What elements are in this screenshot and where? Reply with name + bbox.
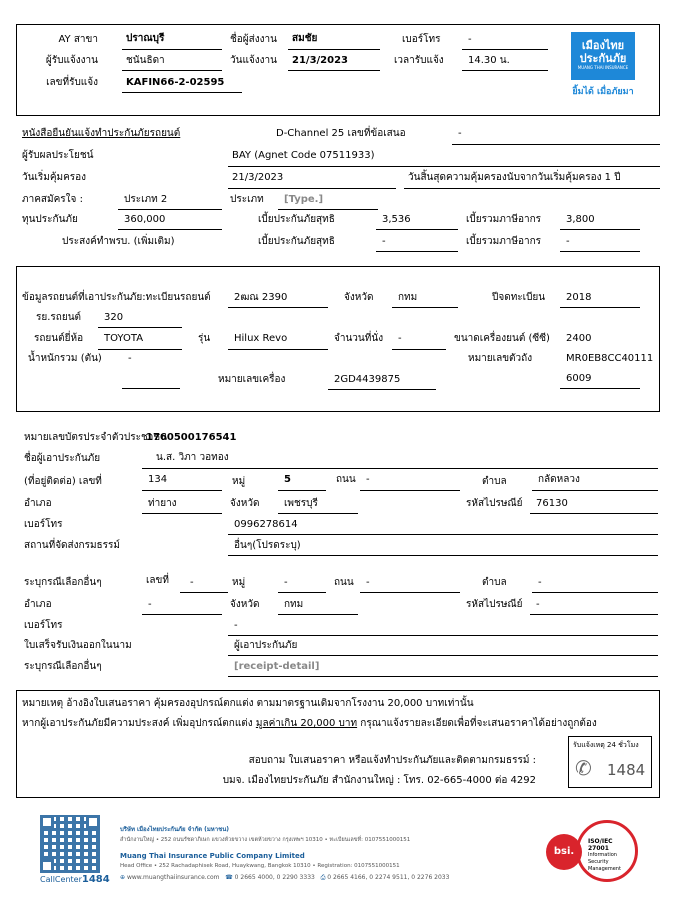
- other-road-value: -: [366, 577, 370, 588]
- moo-label: หมู่: [232, 476, 246, 487]
- net-value: 3,536: [382, 214, 411, 225]
- district-value: ท่ายาง: [148, 498, 177, 509]
- other-road-label: ถนน: [334, 577, 354, 588]
- zip-underline: [530, 513, 658, 514]
- total2-value: -: [566, 236, 570, 247]
- chassis-label: หมายเลขตัวถัง: [468, 353, 533, 364]
- sender-value: สมชัย: [292, 33, 318, 44]
- other-subdistrict-value: -: [538, 577, 542, 588]
- addr-no-value: 134: [148, 474, 168, 485]
- engine-no-underline: [328, 389, 436, 390]
- hotline-service-label: รับแจ้งเหตุ 24 ชั่วโมง: [573, 741, 639, 749]
- zip-label: รหัสไปรษณีย์: [466, 498, 523, 509]
- other-label: ระบุกรณีเลือกอื่นๆ: [24, 577, 102, 588]
- addr-no-underline: [142, 490, 222, 491]
- logo-badge: [571, 32, 635, 80]
- sender-underline: [288, 49, 380, 50]
- subdistrict-underline: [532, 490, 658, 491]
- seats-label: จำนวนที่นั่ง: [334, 333, 384, 344]
- note-line2-a: หากผู้เอาประกันภัยมีความประสงค์ เพิ่มอุปกรณ์ตกแต่ง: [22, 718, 256, 729]
- delivery-label: สถานที่จัดส่งกรมธรรม์: [24, 540, 120, 551]
- insured-name-label: ชื่อผู้เอาประกันภัย: [24, 453, 101, 464]
- code-underline: [98, 327, 182, 328]
- other-zip-underline: [530, 614, 658, 615]
- ref-value: KAFIN66-2-02595: [126, 77, 225, 88]
- seats-value: -: [398, 333, 402, 344]
- iso-line3: Information Security: [588, 852, 617, 865]
- district-underline: [142, 513, 222, 514]
- qr-corner-tr: [86, 815, 100, 829]
- other-moo-underline: [278, 592, 326, 593]
- sum-label: ทุนประกันภัย: [22, 214, 78, 225]
- other-no-label: เลขที่: [146, 575, 169, 586]
- logo-line1: เมืองไทย: [581, 39, 625, 52]
- insured-phone-label: เบอร์โทร: [24, 519, 63, 530]
- other-province-label: จังหวัด: [230, 599, 260, 610]
- code-value: 320: [104, 312, 124, 323]
- weight-label: น้ำหนักรวม (ตัน): [28, 353, 102, 364]
- sum-value: 360,000: [124, 214, 166, 225]
- road-label: ถนน: [336, 474, 356, 485]
- receipt-other-underline: [228, 676, 658, 677]
- receipt-label: ใบเสร็จรับเงินออกในนาม: [24, 640, 132, 651]
- road-value: -: [366, 474, 370, 485]
- callcenter-label: CallCenter: [40, 875, 82, 884]
- id-label: หมายเลขบัตรประจำตัวประชาชน: [24, 432, 168, 443]
- insured-province-underline: [278, 513, 358, 514]
- net2-label: เบี้ยประกันภัยสุทธิ: [258, 236, 335, 247]
- hotline-number: 1484: [607, 761, 646, 779]
- id-value: 1760500176541: [146, 432, 237, 443]
- cmi-label: ประสงค์ทำพรบ. (เพิ่มเติม): [62, 236, 175, 247]
- brand-underline: [98, 349, 182, 350]
- fax-icon: ⎙: [320, 874, 326, 881]
- note-line2-c: กรุณาแจ้งรายละเอียดเพื่อที่จะเสนอราคาได้อย่างถูกต้อง: [357, 718, 597, 729]
- footer-th-addr: สำนักงานใหญ่ • 252 ถนนรัชดาภิเษก แขวงห้วยขวาง เขตห้วยขวาง กรุงเทพฯ 10310 • ทะเบียนเลขที่: 0107551000151: [120, 837, 411, 843]
- branch-label: AY สาขา: [58, 34, 98, 45]
- callcenter-number: 1484: [81, 874, 110, 885]
- footer-tel: 0 2665 4000, 0 2290 3333: [234, 874, 315, 881]
- insured-province-value: เพชรบุรี: [284, 498, 318, 509]
- plate-value: 2ฒณ 2390: [234, 292, 288, 303]
- iso-text: [588, 838, 636, 873]
- beneficiary-underline: [228, 166, 660, 167]
- moo-underline: [278, 490, 326, 491]
- channel-label: D-Channel 25 เลขที่ข้อเสนอ: [276, 128, 406, 139]
- insured-province-label: จังหวัด: [230, 498, 260, 509]
- engine-size-value: 2400: [566, 333, 592, 344]
- globe-icon: ⊕: [120, 874, 126, 881]
- other-phone-value: -: [234, 620, 238, 631]
- other-phone-label: เบอร์โทร: [24, 620, 63, 631]
- vehicle-province-label: จังหวัด: [344, 292, 374, 303]
- other-district-value: -: [148, 599, 152, 610]
- net2-underline: [376, 251, 458, 252]
- ref-underline: [122, 92, 242, 93]
- zip-value: 76130: [536, 498, 568, 509]
- start-value: 21/3/2023: [232, 172, 284, 183]
- other-province-underline: [278, 614, 358, 615]
- other-phone-underline: [228, 635, 658, 636]
- phone-icon: ✆: [575, 756, 592, 780]
- header-phone-underline: [462, 49, 548, 50]
- receipt-underline: [228, 655, 658, 656]
- notify-date-label: วันแจ้งงาน: [230, 55, 277, 66]
- end-label: วันสิ้นสุดความคุ้มครองนับจากวันเริ่มคุ้มครอง 1 ปี: [408, 172, 621, 183]
- subdistrict-label: ตำบล: [482, 476, 507, 487]
- brand-value: TOYOTA: [104, 333, 144, 344]
- other-subdistrict-label: ตำบล: [482, 577, 507, 588]
- receipt-other-value: [receipt-detail]: [234, 661, 320, 672]
- note-line2: [22, 718, 597, 730]
- other-no-underline: [180, 592, 228, 593]
- model-label: รุ่น: [198, 333, 211, 344]
- footer-web[interactable]: www.muangthaiinsurance.com: [126, 874, 220, 881]
- note-line2-b: มูลค่าเกิน 20,000 บาท: [255, 718, 358, 729]
- delivery-underline: [228, 555, 658, 556]
- chassis-value-1: MR0EB8CC40111: [566, 353, 654, 364]
- other-province-value: กทม: [284, 599, 304, 610]
- model-underline: [228, 349, 328, 350]
- branch-underline: [122, 49, 222, 50]
- voluntary-underline: [118, 209, 222, 210]
- insured-name-underline: [142, 468, 658, 469]
- voluntary-value: ประเภท 2: [124, 194, 168, 205]
- logo-line2: ประกันภัย: [579, 52, 627, 65]
- total2-underline: [560, 251, 640, 252]
- subdistrict-value: กลัดหลวง: [538, 474, 580, 485]
- plate-label: ข้อมูลรถยนต์ที่เอาประกันภัย:ทะเบียนรถยนต์: [22, 292, 211, 303]
- footer-en-addr: Head Office • 252 Rachadaphisek Road, Huaykwang, Bangkok 10310 • Registration: 0107551000151: [120, 863, 400, 869]
- notify-date-underline: [288, 70, 380, 71]
- net-underline: [376, 229, 458, 230]
- receipt-other-label: ระบุกรณีเลือกอื่นๆ: [24, 661, 102, 672]
- total-label: เบี้ยรวมภาษีอากร: [466, 214, 542, 225]
- vehicle-province-underline: [392, 307, 458, 308]
- phone-small-icon: ☎: [225, 874, 233, 881]
- qr-corner-bl: [40, 859, 54, 873]
- weight-underline: [122, 388, 180, 389]
- footer-fax: 0 2665 4166, 0 2274 9511, 0 2276 2033: [327, 874, 450, 881]
- chassis-underline: [560, 388, 640, 389]
- qr-corner-tl: [40, 815, 54, 829]
- insured-phone-value: 0996278614: [234, 519, 298, 530]
- logo-sub: MUANG THAI INSURANCE: [577, 65, 629, 70]
- beneficiary-value: BAY (Agnet Code 07511933): [232, 150, 375, 161]
- net2-value: -: [382, 236, 386, 247]
- receiver-label: ผู้รับแจ้งงาน: [45, 55, 98, 66]
- delivery-value: อื่นๆ(โปรดระบุ): [234, 540, 301, 551]
- contact-line1: สอบถาม ใบเสนอราคา หรือแจ้งทำประกันภัยและติดตามกรมธรรม์ :: [248, 755, 536, 766]
- voluntary-label: ภาคสมัครใจ :: [22, 194, 83, 205]
- type-label: ประเภท: [230, 194, 264, 205]
- header-phone-value: -: [468, 34, 472, 45]
- chassis-value-2: 6009: [566, 373, 592, 384]
- model-value: Hilux Revo: [234, 333, 288, 344]
- end-underline: [404, 188, 660, 189]
- beneficiary-label: ผู้รับผลประโยชน์: [22, 150, 94, 161]
- notify-date-value: 21/3/2023: [292, 55, 349, 66]
- start-underline: [228, 188, 396, 189]
- footer-th-name: บริษัท เมืองไทยประกันภัย จำกัด (มหาชน): [120, 826, 230, 833]
- contact-line2: บมจ. เมืองไทยประกันภัย สำนักงานใหญ่ : โทร. 02-665-4000 ต่อ 4292: [222, 775, 536, 786]
- plate-underline: [228, 307, 328, 308]
- footer-en-name: Muang Thai Insurance Public Company Limited: [120, 852, 305, 860]
- bsi-logo: bsi.: [546, 834, 582, 870]
- iso-line4: Management: [588, 866, 621, 872]
- header-phone-label: เบอร์โทร: [402, 34, 441, 45]
- engine-size-label: ขนาดเครื่องยนต์ (ซีซี): [454, 333, 550, 344]
- start-label: วันเริ่มคุ้มครอง: [22, 172, 87, 183]
- notify-time-value: 14.30 น.: [468, 55, 510, 66]
- insured-name-value: น.ส. วิภา วอทอง: [156, 452, 229, 463]
- reg-year-underline: [560, 307, 640, 308]
- iso-line2: 27001: [588, 845, 609, 852]
- branch-value: ปราณบุรี: [126, 33, 165, 44]
- receiver-underline: [122, 70, 222, 71]
- total2-label: เบี้ยรวมภาษีอากร: [466, 236, 542, 247]
- muang-thai-logo: [571, 32, 635, 102]
- logo-tagline: ยิ้มได้ เมื่อภัยมา: [572, 87, 634, 97]
- note-line1: หมายเหตุ อ้างอิงใบเสนอราคา คุ้มครองอุปกรณ์ตกแต่ง ตามมาตรฐานเดิมจากโรงงาน 20,000 บาทเท่านั้น: [22, 698, 474, 709]
- notify-time-underline: [462, 70, 548, 71]
- type-value: [Type.]: [284, 194, 324, 205]
- hotline-box: [568, 736, 652, 788]
- sum-underline: [118, 229, 222, 230]
- channel-value: -: [458, 128, 462, 139]
- engine-no-value: 2GD4439875: [334, 374, 401, 385]
- callcenter-badge: [40, 874, 110, 886]
- net-label: เบี้ยประกันภัยสุทธิ: [258, 214, 335, 225]
- other-moo-value: -: [284, 577, 288, 588]
- ref-label: เลขที่รับแจ้ง: [46, 77, 98, 88]
- other-district-underline: [142, 614, 222, 615]
- receiver-value: ชนันธิดา: [126, 55, 165, 66]
- road-underline: [360, 490, 460, 491]
- other-moo-label: หมู่: [232, 577, 246, 588]
- district-label: อำเภอ: [24, 498, 52, 509]
- other-no-value: -: [190, 577, 194, 588]
- weight-value: -: [128, 353, 132, 364]
- notify-time-label: เวลารับแจ้ง: [394, 55, 444, 66]
- iso-line1: ISO/IEC: [588, 838, 613, 845]
- receipt-value: ผู้เอาประกันภัย: [234, 640, 298, 651]
- type-underline: [278, 209, 378, 210]
- total-value: 3,800: [566, 214, 595, 225]
- other-zip-value: -: [536, 599, 540, 610]
- engine-no-label: หมายเลขเครื่อง: [218, 374, 286, 385]
- qr-code-icon: [40, 815, 100, 873]
- other-district-label: อำเภอ: [24, 599, 52, 610]
- addr-no-label: (ที่อยู่ติดต่อ) เลขที่: [24, 476, 102, 487]
- policy-title: หนังสือยืนยันแจ้งทำประกันภัยรถยนต์: [22, 128, 181, 139]
- sender-label: ชื่อผู้ส่งงาน: [230, 34, 277, 45]
- footer-contacts: [120, 874, 449, 882]
- total-underline: [560, 229, 640, 230]
- seats-underline: [392, 349, 446, 350]
- brand-label: รถยนต์ยี่ห้อ: [34, 333, 84, 344]
- channel-underline: [452, 144, 660, 145]
- other-subdistrict-underline: [532, 592, 658, 593]
- vehicle-province-value: กทม: [398, 292, 418, 303]
- other-road-underline: [360, 592, 460, 593]
- reg-year-label: ปีจดทะเบียน: [492, 292, 546, 303]
- reg-year-value: 2018: [566, 292, 592, 303]
- code-label: รย.รถยนต์: [36, 312, 82, 323]
- moo-value: 5: [284, 474, 291, 485]
- other-zip-label: รหัสไปรษณีย์: [466, 599, 523, 610]
- iso-certification-badge: [546, 816, 636, 878]
- insured-phone-underline: [228, 534, 658, 535]
